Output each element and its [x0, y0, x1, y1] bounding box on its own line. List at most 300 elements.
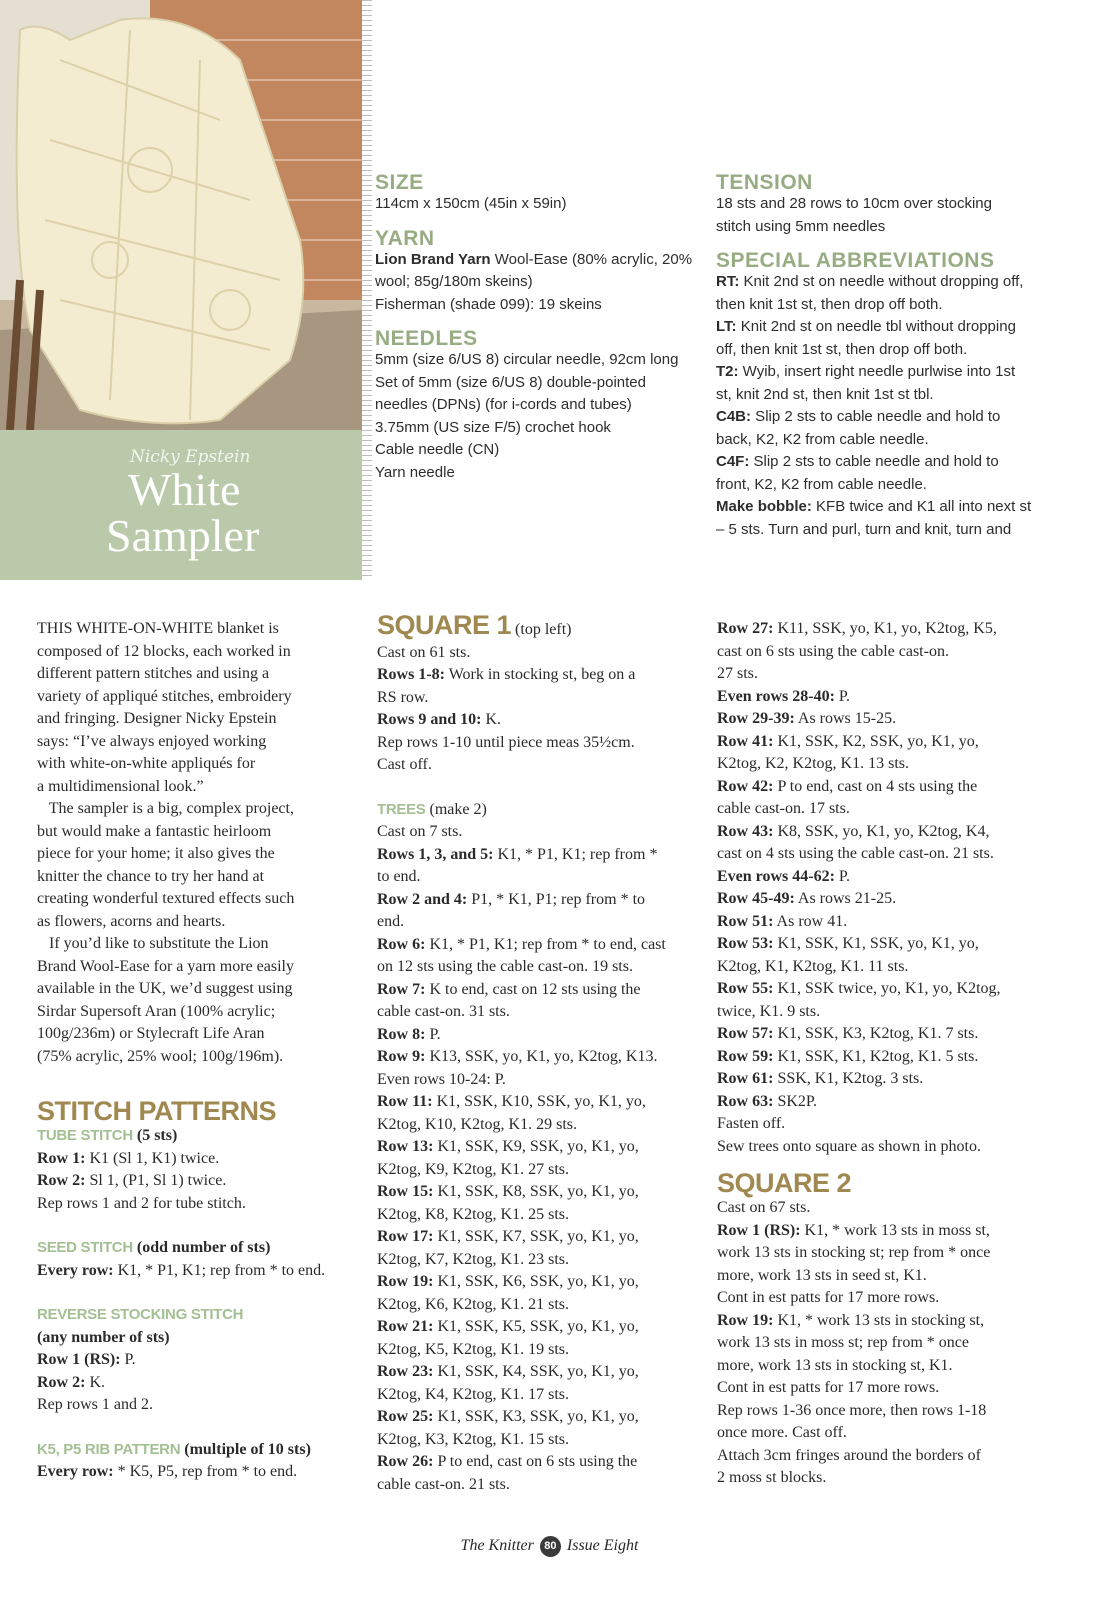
trees-line-text: K1, * P1, K1; rep from * to end, cast — [425, 935, 666, 953]
trees-line-text: cable cast-on. 31 sts. — [377, 1003, 510, 1020]
trees-continued-line — [717, 641, 1057, 664]
yarn-line-1 — [375, 249, 705, 272]
trees-continued-line-label: Row 43: — [717, 822, 774, 840]
intro-line — [37, 888, 357, 911]
trees-continued-line-text: K1, SSK, K1, K2tog, K1. 5 sts. — [773, 1047, 979, 1065]
reverse-stitch-name: REVERSE STOCKING STITCH — [37, 1306, 244, 1323]
intro-line-text: variety of appliqué stitches, embroidery — [37, 687, 292, 705]
trees-line-label: Row 21: — [377, 1318, 434, 1335]
square2-line — [717, 1400, 1057, 1423]
continuation-column — [717, 618, 1057, 1490]
trees-continued-line-text: K8, SSK, yo, K1, yo, K2tog, K4, — [773, 822, 990, 840]
trees-continued-line-text: Fasten off. — [717, 1115, 786, 1132]
yarn-line-2: wool; 85g/180m skeins) — [375, 273, 533, 290]
trees-line-text: K2tog, K4, K2tog, K1. 17 sts. — [377, 1385, 570, 1403]
title-line-2: Sampler — [106, 510, 260, 561]
intro-line — [37, 753, 357, 776]
trees-line-text: P1, * K1, P1; rep from * to — [467, 890, 646, 908]
trees-line-label: Row 8: — [377, 1025, 426, 1043]
square2-line-text: more, work 13 sts in stocking st, K1. — [717, 1356, 953, 1374]
trees-continued-line — [717, 663, 1057, 686]
trees-line — [377, 1406, 707, 1429]
tube-stitch-line — [37, 1148, 357, 1171]
trees-continued-line-text: cast on 6 sts using the cable cast-on. — [717, 642, 949, 660]
intro-line-text: composed of 12 blocks, each worked in — [37, 642, 291, 660]
trees-line-text: K2tog, K8, K2tog, K1. 25 sts. — [377, 1205, 570, 1223]
trees-continued-line-text: SK2P. — [773, 1092, 818, 1110]
rib-pattern-line-text: * K5, P5, rep from * to end. — [113, 1463, 298, 1480]
trees-line-label: Row 17: — [377, 1228, 434, 1245]
seed-stitch-line-label: Every row: — [37, 1261, 114, 1279]
page-edge-ruler — [362, 0, 372, 580]
square2-line-label: Row 19: — [717, 1311, 774, 1329]
trees-continued-line — [717, 956, 1057, 979]
trees-line-text: end. — [377, 913, 405, 930]
trees-continued-line-text: K2tog, K2, K2tog, K1. 13 sts. — [717, 755, 910, 772]
trees-line — [377, 1001, 707, 1024]
intro-line — [37, 866, 357, 889]
trees-line-text: K2tog, K6, K2tog, K1. 21 sts. — [377, 1295, 570, 1313]
square2-line-text: once more. Cast off. — [717, 1424, 847, 1441]
trees-line-label: Rows 1, 3, and 5: — [377, 845, 494, 863]
intro-line-text: says: “I’ve always enjoyed working — [37, 732, 267, 750]
trees-line — [377, 934, 707, 957]
tube-stitch-line-label: Row 2: — [37, 1172, 86, 1189]
trees-line — [377, 1226, 707, 1249]
square2-line-text: Attach 3cm fringes around the borders of — [717, 1446, 981, 1464]
trees-continued-line — [717, 888, 1057, 911]
intro-line-text: (75% acrylic, 25% wool; 100g/196m). — [37, 1047, 284, 1065]
trees-continued-line-text: cast on 4 sts using the cable cast-on. 21 sts. — [717, 845, 994, 862]
square2-line-text: K1, * work 13 sts in moss st, — [800, 1221, 990, 1239]
square2-line — [717, 1242, 1057, 1265]
intro-line-text: and fringing. Designer Nicky Epstein — [37, 710, 277, 727]
trees-line — [377, 1339, 707, 1362]
intro-line — [37, 663, 357, 686]
intro-line-text: with white-on-white appliqués for — [37, 755, 256, 772]
trees-line — [377, 1384, 707, 1407]
seed-stitch-name: SEED STITCH — [37, 1239, 133, 1256]
seed-stitch-line-text: K1, * P1, K1; rep from * to end. — [113, 1261, 326, 1279]
trees-continued-line — [717, 1113, 1057, 1136]
trees-instructions — [377, 821, 707, 1496]
trees-continued-line — [717, 1136, 1057, 1159]
square1-line — [377, 754, 707, 777]
square1-line-text: K. — [481, 711, 502, 728]
intro-line — [37, 978, 357, 1001]
trees-continued-line — [717, 708, 1057, 731]
trees-continued-line-text: K1, SSK twice, yo, K1, yo, K2tog, — [773, 980, 1001, 997]
trees-line-text: K1, SSK, K3, SSK, yo, K1, yo, — [433, 1408, 639, 1425]
intro-line-text: a multidimensional look.” — [37, 777, 204, 795]
abbreviation-line-label: LT: — [716, 318, 737, 335]
rib-pattern-line-label: Every row: — [37, 1463, 114, 1480]
trees-name: TREES — [377, 800, 426, 818]
reverse-stitch-line-label: Row 2: — [37, 1373, 86, 1391]
square2-line — [717, 1265, 1057, 1288]
square1-line-text: Cast off. — [377, 756, 432, 773]
intro-line — [37, 618, 357, 641]
trees-continued-line — [717, 843, 1057, 866]
trees-line — [377, 1136, 707, 1159]
intro-line — [37, 1001, 357, 1024]
abbreviation-line-text: Slip 2 sts to cable needle and hold to — [749, 453, 999, 470]
trees-line-text: K2tog, K7, K2tog, K1. 23 sts. — [377, 1250, 570, 1268]
trees-continued-line-label: Row 29-39: — [717, 710, 795, 727]
trees-continued-line-label: Row 53: — [717, 935, 774, 952]
trees-continued-instructions — [717, 618, 1057, 1158]
square1-line-label: Rows 1-8: — [377, 666, 445, 683]
square2-line-text: K1, * work 13 sts in stocking st, — [773, 1311, 985, 1329]
trees-continued-line — [717, 933, 1057, 956]
trees-continued-line-label: Row 42: — [717, 777, 774, 795]
trees-continued-line-label: Row 59: — [717, 1047, 774, 1065]
yarn-line-1-rest: Wool-Ease (80% acrylic, 20% — [490, 250, 693, 268]
abbreviation-line-text: back, K2, K2 from cable needle. — [716, 430, 929, 448]
reverse-stitch-instructions — [37, 1349, 357, 1417]
square1-heading: SQUARE 1 — [377, 610, 512, 640]
seed-stitch-line — [37, 1260, 357, 1283]
trees-line — [377, 821, 707, 844]
page-footer — [0, 1536, 1099, 1557]
intro-line-text: If you’d like to substitute the Lion — [37, 935, 269, 952]
square1-line — [377, 732, 707, 755]
trees-continued-line-text: SSK, K1, K2tog. 3 sts. — [773, 1070, 924, 1087]
trees-continued-line-text: K1, SSK, K2, SSK, yo, K1, yo, — [773, 732, 979, 750]
reverse-stitch-line — [37, 1372, 357, 1395]
abbreviation-line — [716, 384, 1056, 407]
trees-continued-line-text: As rows 15-25. — [794, 710, 897, 727]
abbreviation-line — [716, 519, 1056, 542]
trees-line-label: Row 9: — [377, 1048, 426, 1065]
square2-line — [717, 1220, 1057, 1243]
trees-continued-line — [717, 1001, 1057, 1024]
trees-line-label: Row 13: — [377, 1138, 434, 1155]
tube-stitch-line-label: Row 1: — [37, 1149, 86, 1167]
trees-continued-line — [717, 776, 1057, 799]
trees-continued-line-text: K1, SSK, K1, SSK, yo, K1, yo, — [773, 935, 979, 952]
square1-line — [377, 664, 707, 687]
square1-line-label: Rows 9 and 10: — [377, 711, 482, 728]
trees-line-label: Row 7: — [377, 980, 426, 998]
size-heading: SIZE — [375, 171, 424, 194]
intro-line — [37, 843, 357, 866]
intro-line-text: Brand Wool-Ease for a yarn more easily — [37, 957, 294, 975]
intro-column — [37, 618, 357, 1484]
intro-line-text: The sampler is a big, complex project, — [37, 800, 294, 817]
abbreviation-line-text: then knit 1st st, then drop off both. — [716, 295, 943, 313]
trees-continued-line-text: P to end, cast on 4 sts using the — [773, 777, 978, 795]
reverse-stitch-qualifier: (any number of sts) — [37, 1328, 170, 1346]
trees-continued-line — [717, 753, 1057, 776]
needles-line: 5mm (size 6/US 8) circular needle, 92cm long — [375, 351, 679, 368]
tube-stitch-instructions — [37, 1148, 357, 1216]
trees-line-text: K2tog, K5, K2tog, K1. 19 sts. — [377, 1340, 570, 1358]
abbreviation-line-label: RT: — [716, 273, 740, 290]
trees-line — [377, 1294, 707, 1317]
trees-continued-line-text: 27 sts. — [717, 665, 758, 682]
trees-line-label: Row 6: — [377, 935, 426, 953]
abbreviations-list — [716, 271, 1056, 541]
trees-continued-line — [717, 1046, 1057, 1069]
square2-line — [717, 1377, 1057, 1400]
rib-pattern-title — [37, 1439, 357, 1462]
intro-line — [37, 1023, 357, 1046]
trees-line-text: P to end, cast on 6 sts using the — [433, 1453, 638, 1470]
intro-line — [37, 798, 357, 821]
square1-line-text: Rep rows 1-10 until piece meas 35½cm. — [377, 733, 635, 751]
trees-line-text: K13, SSK, yo, K1, yo, K2tog, K13. — [425, 1048, 658, 1065]
square2-line-text: work 13 sts in stocking st; rep from * once — [717, 1244, 991, 1261]
trees-continued-line-text: K2tog, K1, K2tog, K1. 11 sts. — [717, 957, 909, 975]
trees-line-text: on 12 sts using the cable cast-on. 19 sts. — [377, 958, 633, 975]
intro-line — [37, 1046, 357, 1069]
page-number: 80 — [540, 1536, 561, 1557]
intro-line — [37, 708, 357, 731]
reverse-stitch-line — [37, 1394, 357, 1417]
square1-instructions — [377, 642, 707, 777]
abbreviation-line-text: Knit 2nd st on needle tbl without dropping — [736, 318, 1016, 335]
reverse-stitch-line-text: Rep rows 1 and 2. — [37, 1396, 153, 1413]
abbreviation-line-text: off, then knit 1st st, then drop off both. — [716, 340, 968, 358]
intro-line-text: creating wonderful textured effects such — [37, 890, 295, 907]
trees-continued-line-text: P. — [834, 867, 851, 885]
seed-stitch-instructions — [37, 1260, 357, 1283]
trees-continued-line — [717, 821, 1057, 844]
trees-continued-line-text: As rows 21-25. — [794, 890, 897, 907]
intro-line-text: but would make a fantastic heirloom — [37, 822, 272, 840]
square2-line-label: Row 1 (RS): — [717, 1221, 801, 1239]
yarn-line-3: Fisherman (shade 099): 19 skeins — [375, 295, 602, 313]
trees-line-text: cable cast-on. 21 sts. — [377, 1475, 510, 1493]
abbreviation-line-text: Wyib, insert right needle purlwise into 1st — [738, 363, 1016, 380]
trees-continued-line — [717, 1023, 1057, 1046]
trees-line — [377, 844, 707, 867]
trees-continued-line-text: Sew trees onto square as shown in photo. — [717, 1137, 981, 1155]
abbreviation-line-label: C4B: — [716, 408, 752, 425]
trees-line-text: K1, SSK, K9, SSK, yo, K1, yo, — [433, 1138, 639, 1155]
trees-line-label: Row 15: — [377, 1183, 434, 1200]
reverse-stitch-line — [37, 1349, 357, 1372]
trees-continued-line-text: twice, K1. 9 sts. — [717, 1002, 821, 1020]
intro-text — [37, 618, 357, 1068]
abbreviation-line-text: front, K2, K2 from cable needle. — [716, 475, 927, 493]
intro-line-text: THIS WHITE-ON-WHITE blanket is — [37, 620, 279, 637]
trees-line-label: Row 23: — [377, 1363, 434, 1380]
needles-line: Cable needle (CN) — [375, 441, 500, 458]
seed-stitch-title — [37, 1237, 357, 1260]
yarn-heading: YARN — [375, 226, 435, 250]
trees-line — [377, 1069, 707, 1092]
needles-line: Yarn needle — [375, 463, 455, 481]
intro-line — [37, 731, 357, 754]
tension-line: 18 sts and 28 rows to 10cm over stocking — [716, 195, 992, 212]
trees-line-text: K2tog, K9, K2tog, K1. 27 sts. — [377, 1160, 570, 1178]
abbreviation-line — [716, 451, 1056, 474]
trees-continued-line-text: K1, SSK, K3, K2tog, K1. 7 sts. — [773, 1025, 979, 1042]
trees-continued-line-text: cable cast-on. 17 sts. — [717, 800, 850, 817]
trees-continued-line — [717, 618, 1057, 641]
square2-line-text: Rep rows 1-36 once more, then rows 1-18 — [717, 1401, 987, 1419]
reverse-stitch-qualifier-line — [37, 1327, 357, 1350]
magazine-name: The Knitter — [460, 1537, 534, 1555]
square2-line-text: more, work 13 sts in seed st, K1. — [717, 1266, 927, 1284]
square1-line-text: Work in stocking st, beg on a — [445, 666, 636, 683]
size-value: 114cm x 150cm (45in x 59in) — [375, 195, 567, 212]
square2-line-text: work 13 sts in moss st; rep from * once — [717, 1334, 969, 1351]
square2-line — [717, 1467, 1057, 1490]
trees-line-text: K1, SSK, K7, SSK, yo, K1, yo, — [433, 1228, 639, 1245]
reverse-stitch-line-label: Row 1 (RS): — [37, 1351, 121, 1368]
trees-line — [377, 866, 707, 889]
trees-line — [377, 1429, 707, 1452]
intro-line-text: available in the UK, we’d suggest using — [37, 980, 293, 997]
tube-stitch-name: TUBE STITCH — [37, 1127, 133, 1144]
trees-continued-line — [717, 1068, 1057, 1091]
trees-line — [377, 889, 707, 912]
trees-line — [377, 1091, 707, 1114]
title-line-1: White — [128, 464, 241, 515]
trees-line-text: K1, * P1, K1; rep from * — [493, 845, 658, 863]
trees-line — [377, 1316, 707, 1339]
trees-line-text: to end. — [377, 868, 421, 885]
trees-continued-line-label: Even rows 44-62: — [717, 867, 835, 885]
square2-instructions — [717, 1197, 1057, 1490]
stitch-patterns-heading: STITCH PATTERNS — [37, 1096, 276, 1126]
trees-continued-line-label: Row 63: — [717, 1092, 774, 1110]
seed-stitch-qualifier: (odd number of sts) — [132, 1239, 271, 1256]
trees-continued-line — [717, 978, 1057, 1001]
trees-continued-line — [717, 798, 1057, 821]
square2-line-text: Cont in est patts for 17 more rows. — [717, 1379, 940, 1396]
square2-line — [717, 1310, 1057, 1333]
trees-line-label: Row 19: — [377, 1273, 434, 1290]
trees-line-text: Cast on 7 sts. — [377, 823, 463, 840]
tube-stitch-title — [37, 1125, 357, 1148]
intro-line-text: knitter the chance to try her hand at — [37, 867, 265, 885]
tube-stitch-qualifier: (5 sts) — [132, 1127, 178, 1144]
trees-line-label: Row 25: — [377, 1408, 434, 1425]
trees-continued-line-label: Row 51: — [717, 912, 774, 930]
intro-line-text: piece for your home; it also gives the — [37, 845, 275, 862]
needles-heading: NEEDLES — [375, 327, 478, 350]
needles-line: 3.75mm (US size F/5) crochet hook — [375, 418, 611, 436]
square2-line — [717, 1422, 1057, 1445]
abbreviation-line-text: – 5 sts. Turn and purl, turn and knit, turn and — [716, 520, 1012, 538]
abbreviation-line-text: KFB twice and K1 all into next st — [811, 498, 1032, 515]
trees-line — [377, 1361, 707, 1384]
abbreviations-heading: SPECIAL ABBREVIATIONS — [716, 249, 995, 272]
abbreviation-line — [716, 316, 1056, 339]
author-name: Nicky Epstein — [130, 447, 251, 467]
trees-line-label: Row 11: — [377, 1093, 433, 1110]
yarn-brand: Lion Brand Yarn — [375, 250, 491, 268]
square2-line-text: 2 moss st blocks. — [717, 1469, 827, 1486]
trees-continued-line-label: Row 45-49: — [717, 890, 795, 907]
intro-line-text: different pattern stitches and using a — [37, 665, 270, 682]
trees-line — [377, 1249, 707, 1272]
square1-title — [377, 612, 707, 642]
square1-line-text: RS row. — [377, 688, 429, 706]
intro-line-text: as flowers, acorns and hearts. — [37, 912, 226, 930]
intro-line — [37, 821, 357, 844]
trees-title — [377, 799, 707, 822]
rib-pattern-line — [37, 1461, 357, 1484]
tube-stitch-line — [37, 1170, 357, 1193]
intro-line — [37, 776, 357, 799]
trees-continued-line-label: Row 41: — [717, 732, 774, 750]
trees-line — [377, 979, 707, 1002]
trees-line-text: K to end, cast on 12 sts using the — [425, 980, 641, 998]
trees-line-text: K1, SSK, K6, SSK, yo, K1, yo, — [433, 1273, 639, 1290]
tube-stitch-line-text: K1 (Sl 1, K1) twice. — [85, 1149, 220, 1167]
trees-line — [377, 1451, 707, 1474]
tube-stitch-line-text: Sl 1, (P1, Sl 1) twice. — [85, 1172, 227, 1189]
abbreviation-line-label: C4F: — [716, 453, 750, 470]
intro-line — [37, 956, 357, 979]
rib-pattern-instructions — [37, 1461, 357, 1484]
trees-line-text: Even rows 10-24: P. — [377, 1070, 506, 1088]
square2-line-text: Cast on 67 sts. — [717, 1199, 811, 1216]
trees-continued-line-label: Even rows 28-40: — [717, 687, 835, 705]
trees-line-label: Row 2 and 4: — [377, 890, 468, 908]
needles-line: needles (DPNs) (for i-cords and tubes) — [375, 396, 632, 413]
square1-line — [377, 642, 707, 665]
tension-line: stitch using 5mm needles — [716, 217, 886, 235]
trees-continued-line — [717, 911, 1057, 934]
trees-line-text: K1, SSK, K8, SSK, yo, K1, yo, — [433, 1183, 639, 1200]
abbreviation-line-text: Knit 2nd st on needle without dropping off, — [739, 273, 1024, 290]
abbreviation-line-text: st, knit 2nd st, then knit 1st st tbl. — [716, 385, 934, 403]
intro-line-text: Sirdar Supersoft Aran (100% acrylic; — [37, 1002, 276, 1020]
intro-line-text: 100g/236m) or Stylecraft Life Aran — [37, 1025, 265, 1042]
reverse-stitch-title — [37, 1304, 357, 1327]
abbreviation-line-text: Slip 2 sts to cable needle and hold to — [751, 408, 1001, 425]
square2-line-text: Cont in est patts for 17 more rows. — [717, 1289, 940, 1306]
trees-line — [377, 1474, 707, 1497]
trees-continued-line — [717, 686, 1057, 709]
trees-line-text: K1, SSK, K4, SSK, yo, K1, yo, — [433, 1363, 639, 1380]
trees-line — [377, 1046, 707, 1069]
abbreviation-line — [716, 361, 1056, 384]
trees-line — [377, 1159, 707, 1182]
square2-heading: SQUARE 2 — [717, 1168, 852, 1198]
specs-left — [375, 172, 705, 484]
trees-line-label: Row 26: — [377, 1453, 434, 1470]
square2-line — [717, 1287, 1057, 1310]
square2-line — [717, 1197, 1057, 1220]
trees-continued-line-text: K11, SSK, yo, K1, yo, K2tog, K5, — [773, 620, 997, 637]
square1-line — [377, 687, 707, 710]
trees-line-text: K2tog, K3, K2tog, K1. 15 sts. — [377, 1430, 570, 1448]
trees-line — [377, 1114, 707, 1137]
abbreviation-line — [716, 496, 1056, 519]
trees-line — [377, 1204, 707, 1227]
intro-line — [37, 911, 357, 934]
trees-continued-line — [717, 1091, 1057, 1114]
abbreviation-line — [716, 474, 1056, 497]
trees-line-text: K1, SSK, K10, SSK, yo, K1, yo, — [432, 1093, 646, 1110]
reverse-stitch-line-text: P. — [120, 1351, 136, 1368]
reverse-stitch-line-text: K. — [85, 1373, 105, 1391]
abbreviation-line — [716, 406, 1056, 429]
square1-qualifier: (top left) — [511, 621, 572, 638]
square2-line — [717, 1355, 1057, 1378]
trees-continued-line — [717, 866, 1057, 889]
trees-continued-line-label: Row 55: — [717, 980, 774, 997]
abbreviation-line — [716, 294, 1056, 317]
trees-line — [377, 1271, 707, 1294]
